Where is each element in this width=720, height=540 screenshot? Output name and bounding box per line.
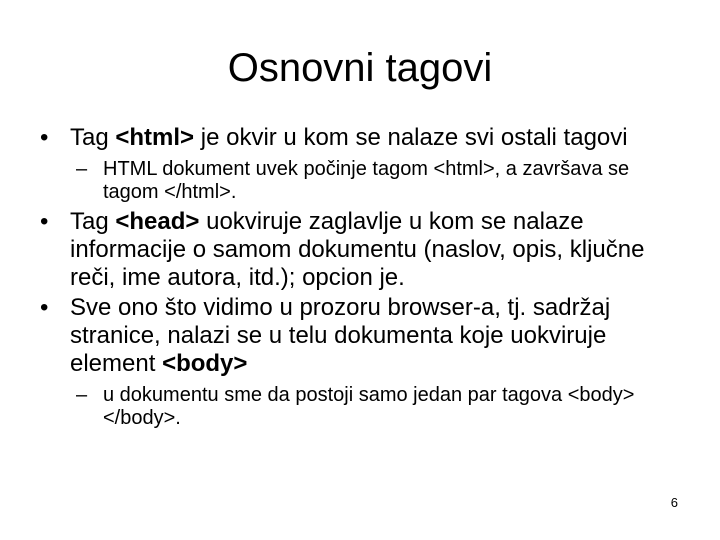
bullet-item-html-tag (36, 124, 686, 152)
bullet-text-tag: <html> (115, 124, 195, 151)
bullet-text-pre: Sve ono što vidimo u prozoru browser-a, tj. sadržaj stranice, nalazi se u telu dokumenta koje uokviruje element (70, 294, 611, 377)
bullet-icon: • (40, 208, 49, 235)
bullet-text-pre: Tag (70, 124, 116, 151)
sub-bullet-text: HTML dokument uvek počinje tagom <html>, a završava se tagom </html>. (103, 158, 630, 203)
bullet-text-tag: <head> (115, 208, 200, 235)
sub-bullet-text: u dokumentu sme da postoji samo jedan par tagova <body></body>. (103, 384, 635, 429)
slide-title: Osnovni tagovi (227, 46, 493, 90)
bullet-icon: • (40, 124, 49, 151)
bullet-text-pre: Tag (70, 208, 116, 235)
bullet-text-post: je okvir u kom se nalaze svi ostali tagovi (194, 124, 628, 151)
bullet-text-tag: <body> (162, 350, 248, 377)
dash-icon: – (76, 384, 88, 406)
bullet-icon: • (40, 294, 49, 321)
slide-content (36, 124, 686, 430)
sub-bullet-item-html-document (36, 158, 686, 204)
bullet-item-body-tag (36, 294, 686, 378)
sub-bullet-item-body-pair (36, 384, 686, 430)
bullet-text-post: uokviruje zaglavlje u kom se nalaze informacije o samom dokumentu (naslov, opis, ključne reči, ime autora, itd.); opcion je. (70, 208, 645, 291)
dash-icon: – (76, 158, 88, 180)
bullet-item-head-tag (36, 208, 686, 292)
page-number: 6 (670, 495, 678, 510)
